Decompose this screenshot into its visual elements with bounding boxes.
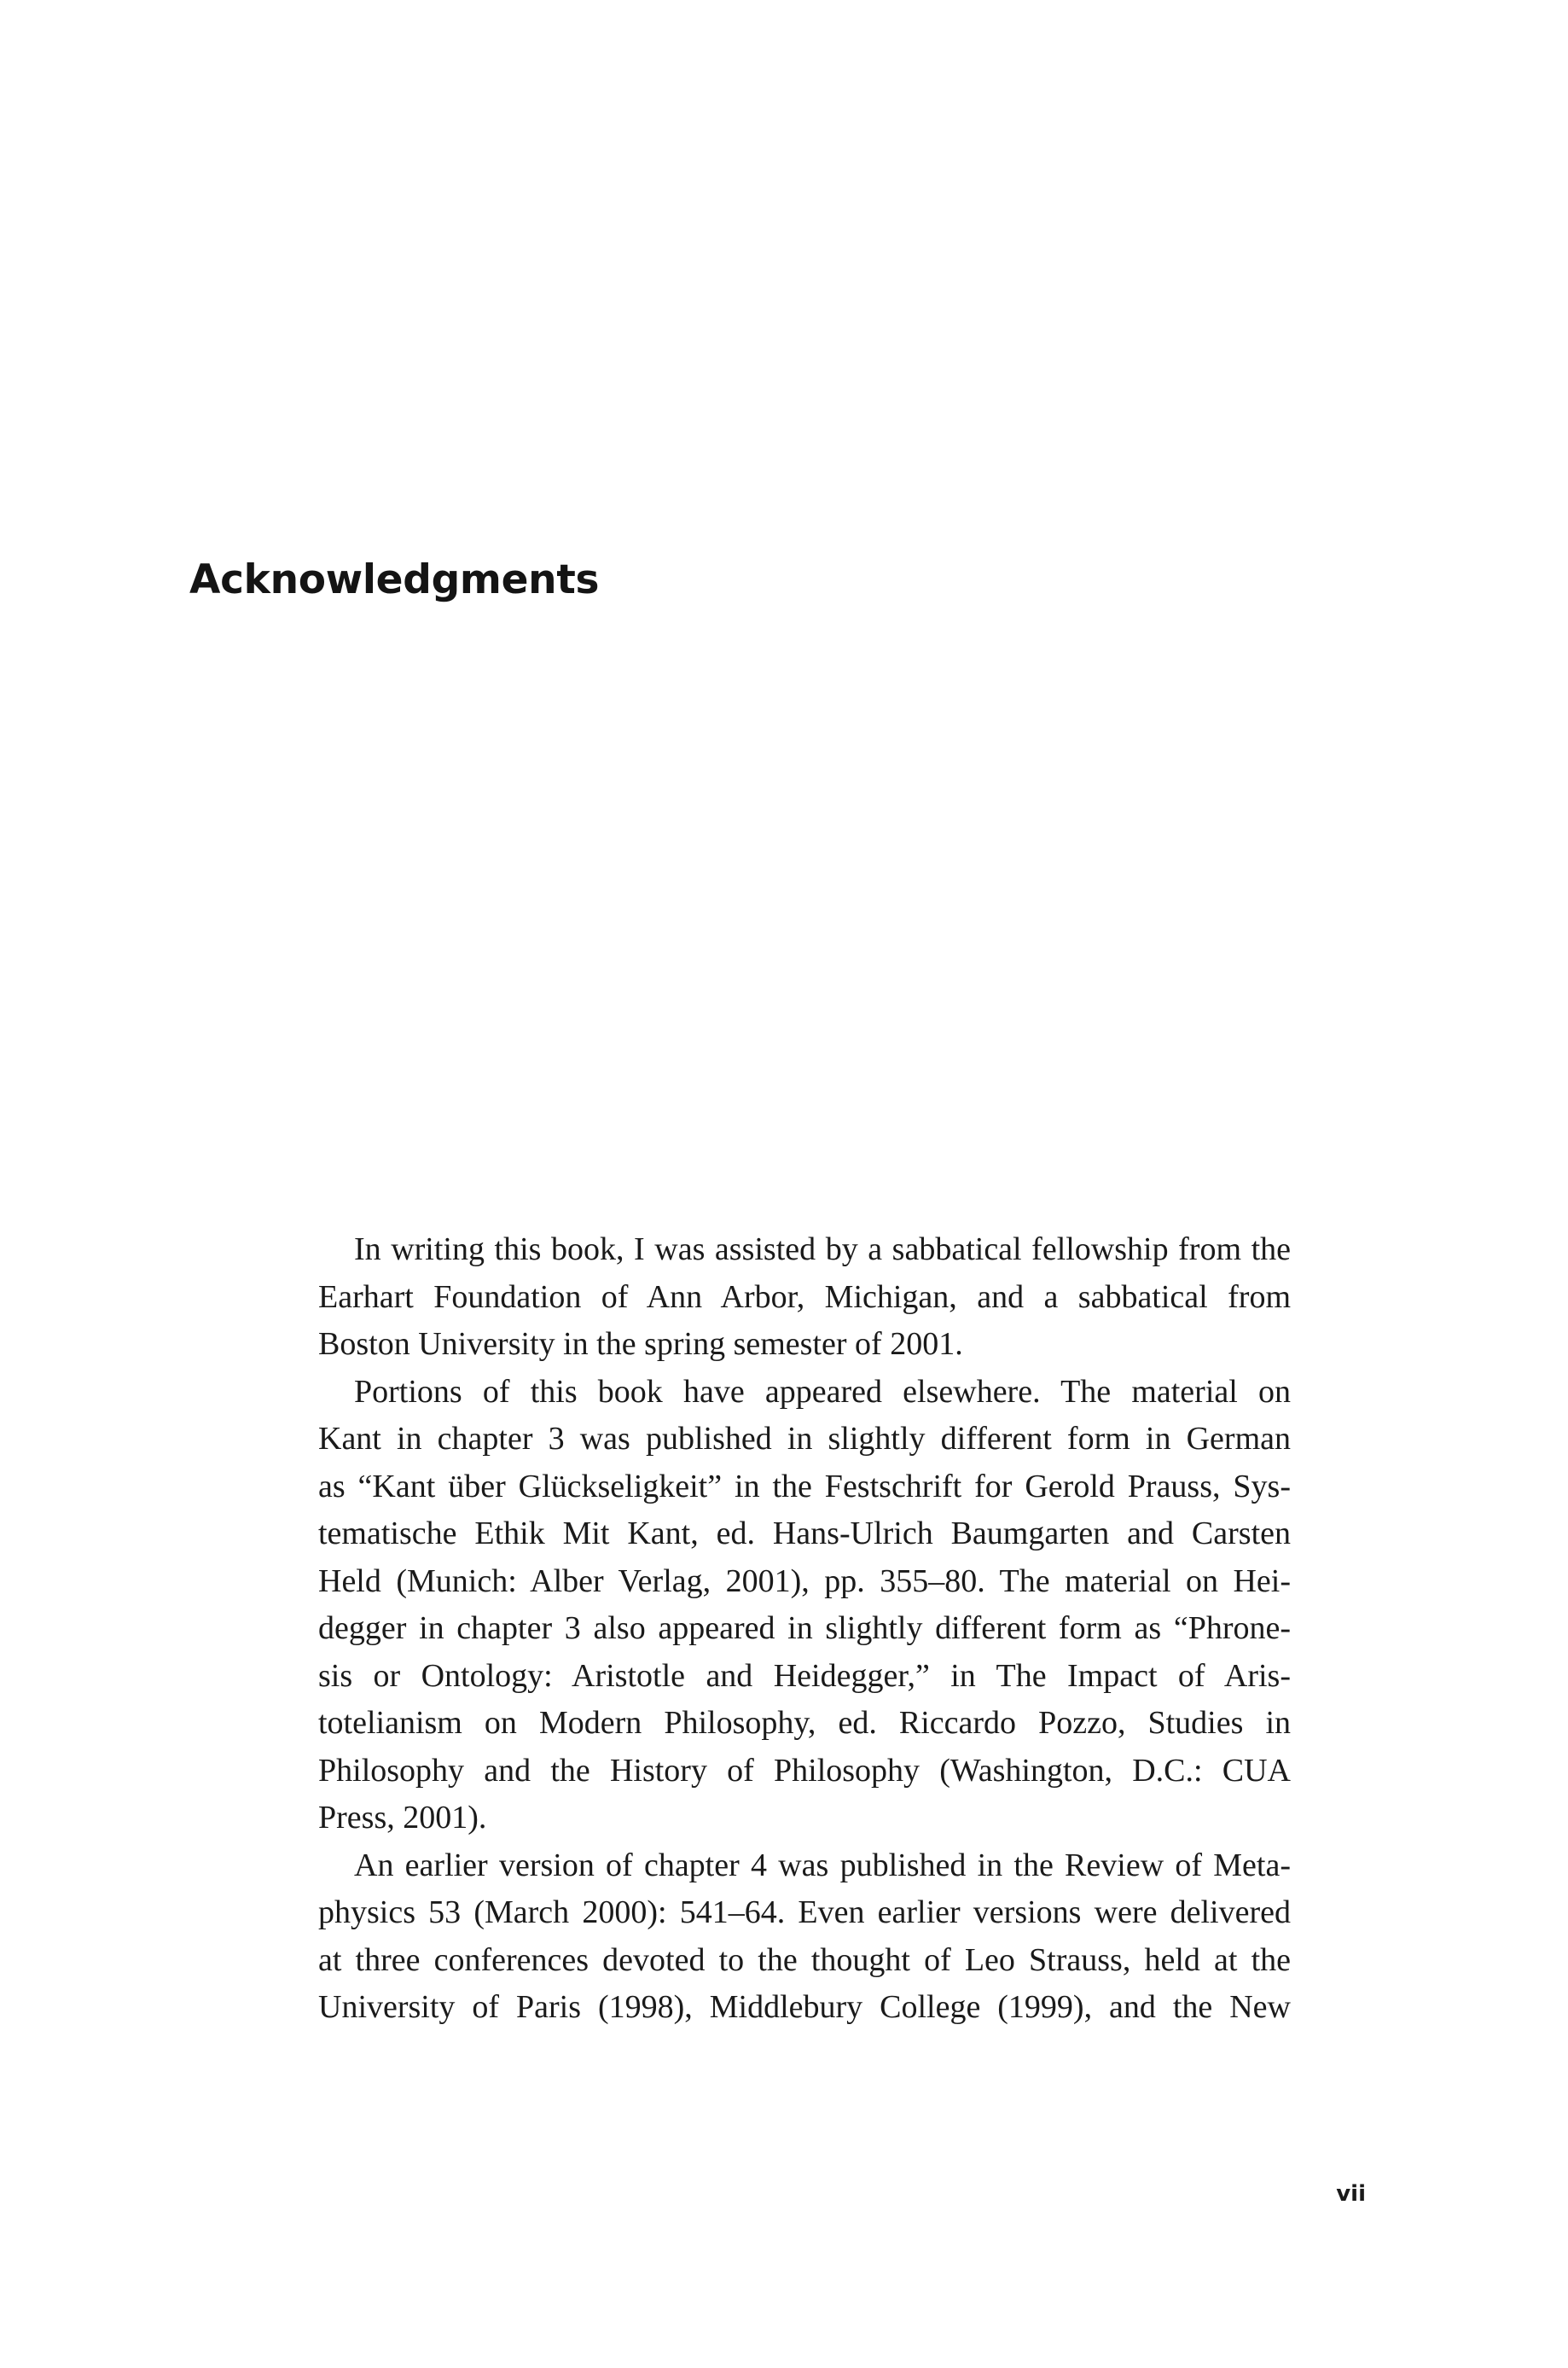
text-line: Kant in chapter 3 was published in slightly different form in German	[318, 1421, 1291, 1457]
text-line: Boston University in the spring semester of 2001.	[318, 1326, 963, 1362]
text-line: tematische Ethik Mit Kant, ed. Hans-Ulrich Baumgarten and Carsten	[318, 1516, 1291, 1551]
text-line: physics 53 (March 2000): 541–64. Even earlier versions were delivered	[318, 1894, 1291, 1930]
text-line: at three conferences devoted to the thought of Leo Strauss, held at the	[318, 1941, 1291, 1978]
acknowledgments-body	[318, 1226, 1291, 2032]
text-line: Held (Munich: Alber Verlag, 2001), pp. 355–80. The material on Hei-	[318, 1562, 1291, 1599]
paragraph-chapter-four	[318, 1842, 1291, 2032]
text-line: University of Paris (1998), Middlebury College (1999), and the New	[318, 1989, 1291, 2025]
paragraph-prior-publications	[318, 1369, 1291, 1842]
text-line: Portions of this book have appeared elsewhere. The material on	[354, 1373, 1291, 1410]
text-line: Philosophy and the History of Philosophy (Washington, D.C.: CUA	[318, 1752, 1291, 1789]
page-number: vii	[1336, 2181, 1366, 2207]
text-line: totelianism on Modern Philosophy, ed. Riccardo Pozzo, Studies in	[318, 1705, 1291, 1741]
page-title: Acknowledgments	[189, 556, 600, 603]
paragraph-sabbatical	[318, 1226, 1291, 1369]
text-line: Earhart Foundation of Ann Arbor, Michigan, and a sabbatical from	[318, 1278, 1291, 1315]
text-line: sis or Ontology: Aristotle and Heidegger,” in The Impact of Aris-	[318, 1657, 1291, 1694]
text-line: Press, 2001).	[318, 1800, 487, 1836]
text-line: In writing this book, I was assisted by a sabbatical fellowship from the	[354, 1231, 1291, 1267]
text-line: degger in chapter 3 also appeared in slightly different form as “Phrone-	[318, 1610, 1291, 1646]
text-line: as “Kant über Glückseligkeit” in the Festschrift for Gerold Prauss, Sys-	[318, 1468, 1291, 1504]
text-line: An earlier version of chapter 4 was published in the Review of Meta-	[354, 1847, 1291, 1883]
